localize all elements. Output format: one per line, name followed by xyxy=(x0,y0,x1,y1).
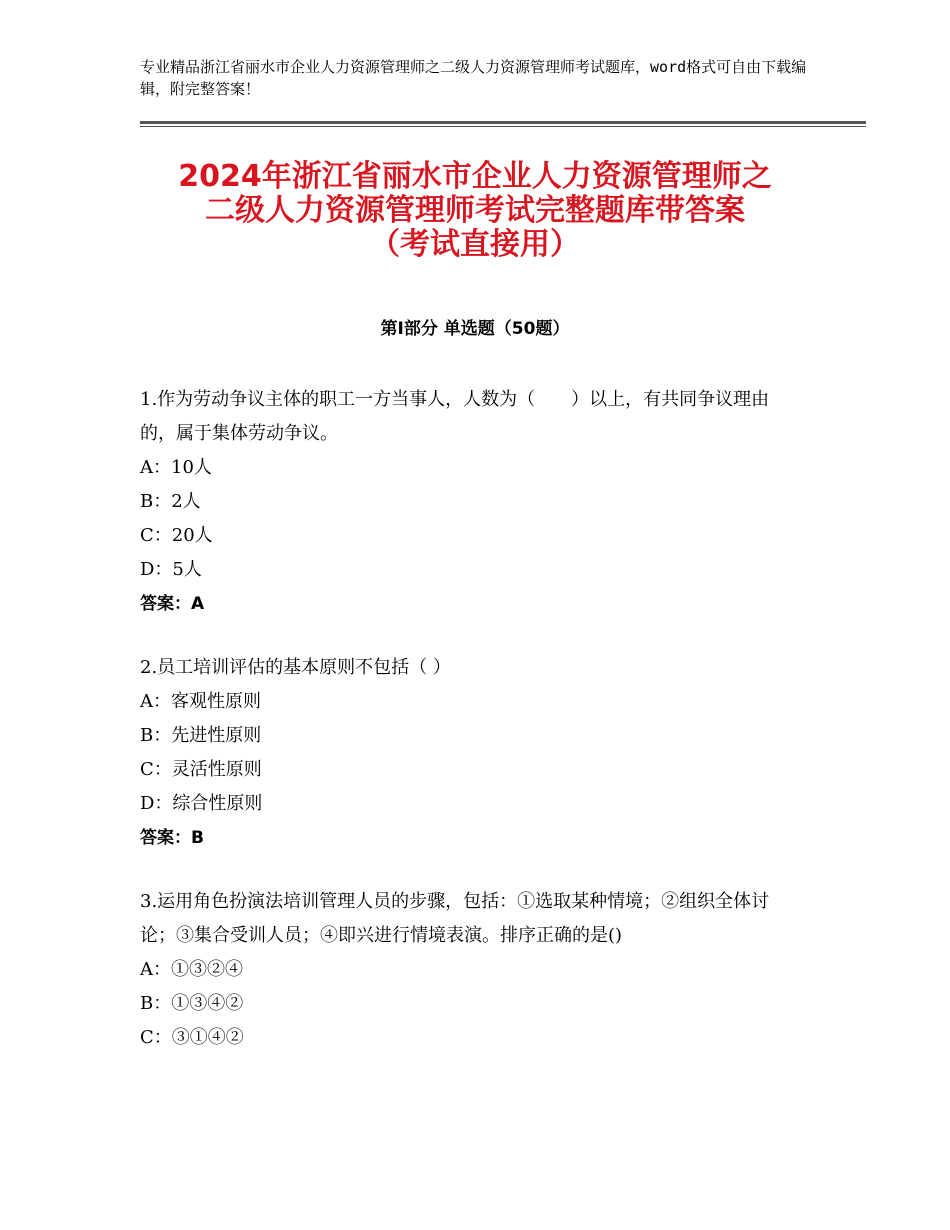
question-stem: 1.作为劳动争议主体的职工一方当事人，人数为（ ）以上，有共同争议理由的，属于集体劳动争议。 xyxy=(140,389,770,444)
option-b: B：先进性原则 xyxy=(140,725,262,746)
option-a: A：客观性原则 xyxy=(140,691,261,712)
question-3 xyxy=(140,885,800,1055)
question-2 xyxy=(140,651,800,855)
section-heading: 第Ⅰ部分 单选题（50题） xyxy=(380,319,570,339)
document-title xyxy=(110,160,840,262)
question-stem: 3.运用角色扮演法培训管理人员的步骤，包括：①选取某种情境；②组织全体讨论；③集合受训人员；④即兴进行情境表演。排序正确的是() xyxy=(140,891,770,946)
header-rule-thick xyxy=(140,121,866,124)
option-c: C：20人 xyxy=(140,525,213,546)
option-c: C：灵活性原则 xyxy=(140,759,262,780)
question-stem: 2.员工培训评估的基本原则不包括（ ） xyxy=(140,657,451,678)
option-b: B：2人 xyxy=(140,491,201,512)
header-rule-thin xyxy=(140,126,866,127)
option-a: A：①③②④ xyxy=(140,959,243,980)
title-line-3: （考试直接用） xyxy=(370,227,580,262)
answer: 答案：B xyxy=(140,828,204,848)
question-list xyxy=(140,383,800,1085)
answer: 答案：A xyxy=(140,594,205,614)
header-note: 专业精品浙江省丽水市企业人力资源管理师之二级人力资源管理师考试题库，word格式可自由下载编辑，附完整答案！ xyxy=(140,58,807,98)
option-c: C：③①④② xyxy=(140,1027,244,1048)
question-1 xyxy=(140,383,800,621)
option-d: D：5人 xyxy=(140,559,202,580)
option-b: B：①③④② xyxy=(140,993,244,1014)
option-a: A：10人 xyxy=(140,457,212,478)
title-line-1: 2024年浙江省丽水市企业人力资源管理师之 xyxy=(178,159,772,194)
title-line-2: 二级人力资源管理师考试完整题库带答案 xyxy=(205,193,745,228)
option-d: D：综合性原则 xyxy=(140,793,263,814)
